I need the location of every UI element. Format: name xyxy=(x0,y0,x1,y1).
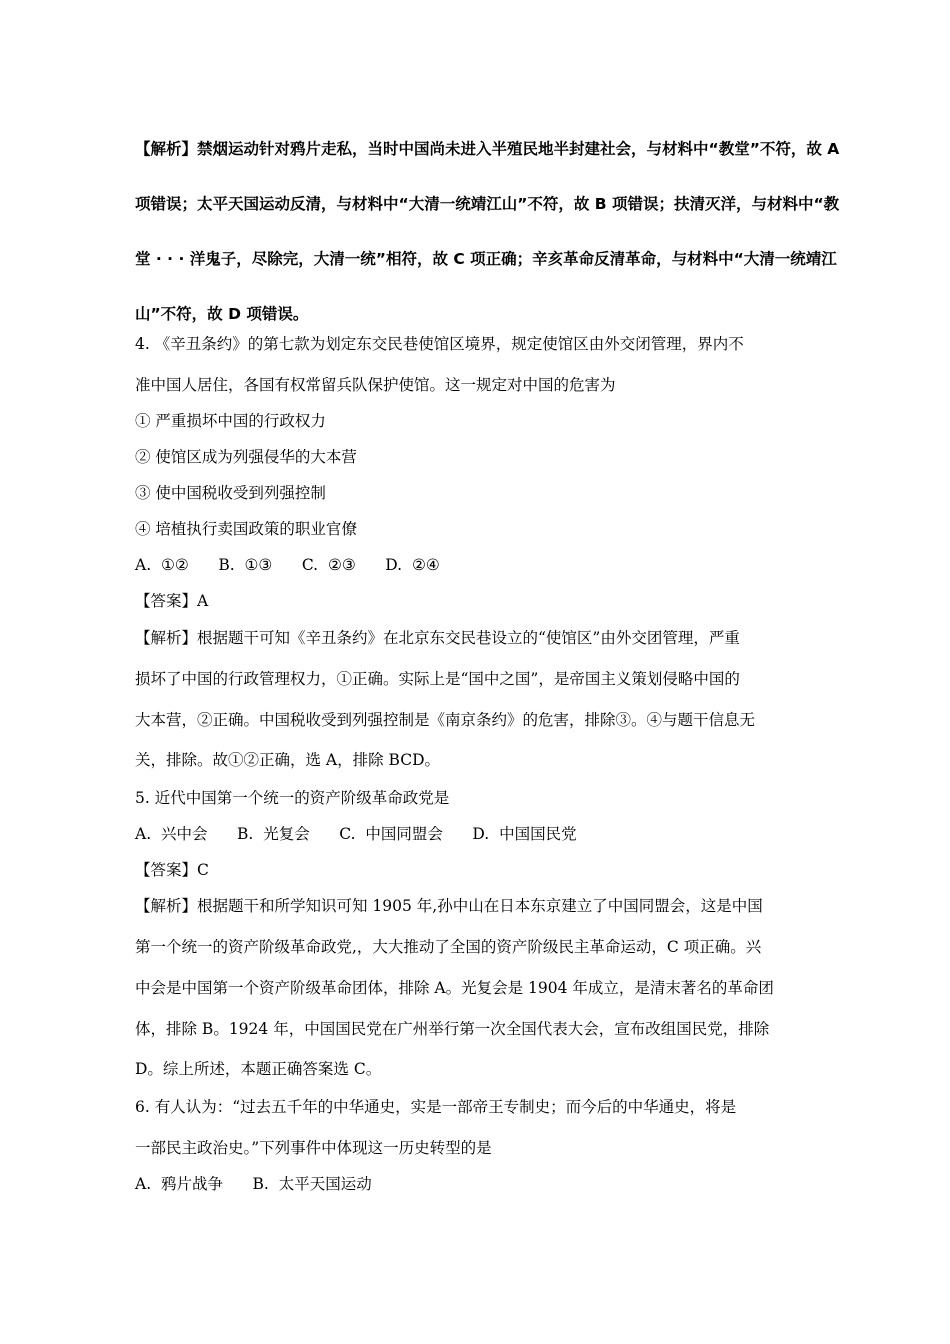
question-5-analysis-line: 【解析】根据题干和所学知识可知 1905 年,孙中山在日本东京建立了中国同盟会，这是中国 xyxy=(135,897,763,915)
question-4-analysis-line: 关，排除。故①②正确，选 A，排除 BCD。 xyxy=(135,751,441,769)
question-4-item-2: ② 使馆区成为列强侵华的大本营 xyxy=(135,448,357,466)
analysis-line: 堂 · · · 洋鬼子，尽除完，大清一统”相符，故 C 项正确；辛亥革命反清革命，与材料中“大清一统靖江 xyxy=(135,250,837,268)
question-5-options: A. 兴中会 B. 光复会 C. 中国同盟会 D. 中国国民党 xyxy=(135,825,577,843)
question-4-item-4: ④ 培植执行卖国政策的职业官僚 xyxy=(135,520,357,538)
question-6-options: A. 鸦片战争 B. 太平天国运动 xyxy=(135,1175,372,1193)
question-4-item-3: ③ 使中国税收受到列强控制 xyxy=(135,484,326,502)
question-4-stem-continued: 准中国人居住，各国有权常留兵队保护使馆。这一规定对中国的危害为 xyxy=(135,376,616,394)
question-6-stem: 6. 有人认为：“过去五千年的中华通史，实是一部帝王专制史；而今后的中华通史，将是 xyxy=(135,1098,737,1116)
question-5-analysis-line: D。综上所述，本题正确答案选 C。 xyxy=(135,1060,382,1078)
question-4-options: A. ①② B. ①③ C. ②③ D. ②④ xyxy=(135,556,440,574)
question-5-analysis-line: 体，排除 B。1924 年，中国国民党在广州举行第一次全国代表大会，宣布改组国民党，排除 xyxy=(135,1020,770,1038)
question-4-analysis-line: 【解析】根据题干可知《辛丑条约》在北京东交民巷设立的“使馆区”由外交团管理，严重 xyxy=(135,629,740,647)
question-4-analysis-line: 大本营，②正确。中国税收受到列强控制是《南京条约》的危害，排除③。④与题干信息无 xyxy=(135,711,756,729)
question-5-analysis-line: 中会是中国第一个资产阶级革命团体，排除 A。光复会是 1904 年成立，是清末著名的革命团 xyxy=(135,979,774,997)
question-4-stem: 4. 《辛丑条约》的第七款为划定东交民巷使馆区境界，规定使馆区由外交闭管理，界内不 xyxy=(135,335,744,353)
analysis-line: 【解析】禁烟运动针对鸦片走私，当时中国尚未进入半殖民地半封建社会，与材料中“教堂”不符，故 A xyxy=(135,140,840,158)
question-4-analysis-line: 损坏了中国的行政管理权力，①正确。实际上是“国中之国”，是帝国主义策划侵略中国的 xyxy=(135,670,740,688)
question-4-answer: 【答案】A xyxy=(135,592,209,610)
question-3-analysis xyxy=(135,122,915,342)
question-5-answer: 【答案】C xyxy=(135,861,209,879)
analysis-line: 项错误；太平天国运动反清，与材料中“大清一统靖江山”不符，故 B 项错误；扶清灭洋，与材料中“教 xyxy=(135,195,840,213)
analysis-line: 山”不符，故 D 项错误。 xyxy=(135,305,309,323)
question-4-item-1: ① 严重损坏中国的行政权力 xyxy=(135,412,326,430)
question-5-stem: 5. 近代中国第一个统一的资产阶级革命政党是 xyxy=(135,789,450,807)
question-6-stem-continued: 一部民主政治史。”下列事件中体现这一历史转型的是 xyxy=(135,1139,492,1157)
question-5-analysis-line: 第一个统一的资产阶级革命政党,，大大推动了全国的资产阶级民主革命运动，C 项正确。兴 xyxy=(135,938,762,956)
